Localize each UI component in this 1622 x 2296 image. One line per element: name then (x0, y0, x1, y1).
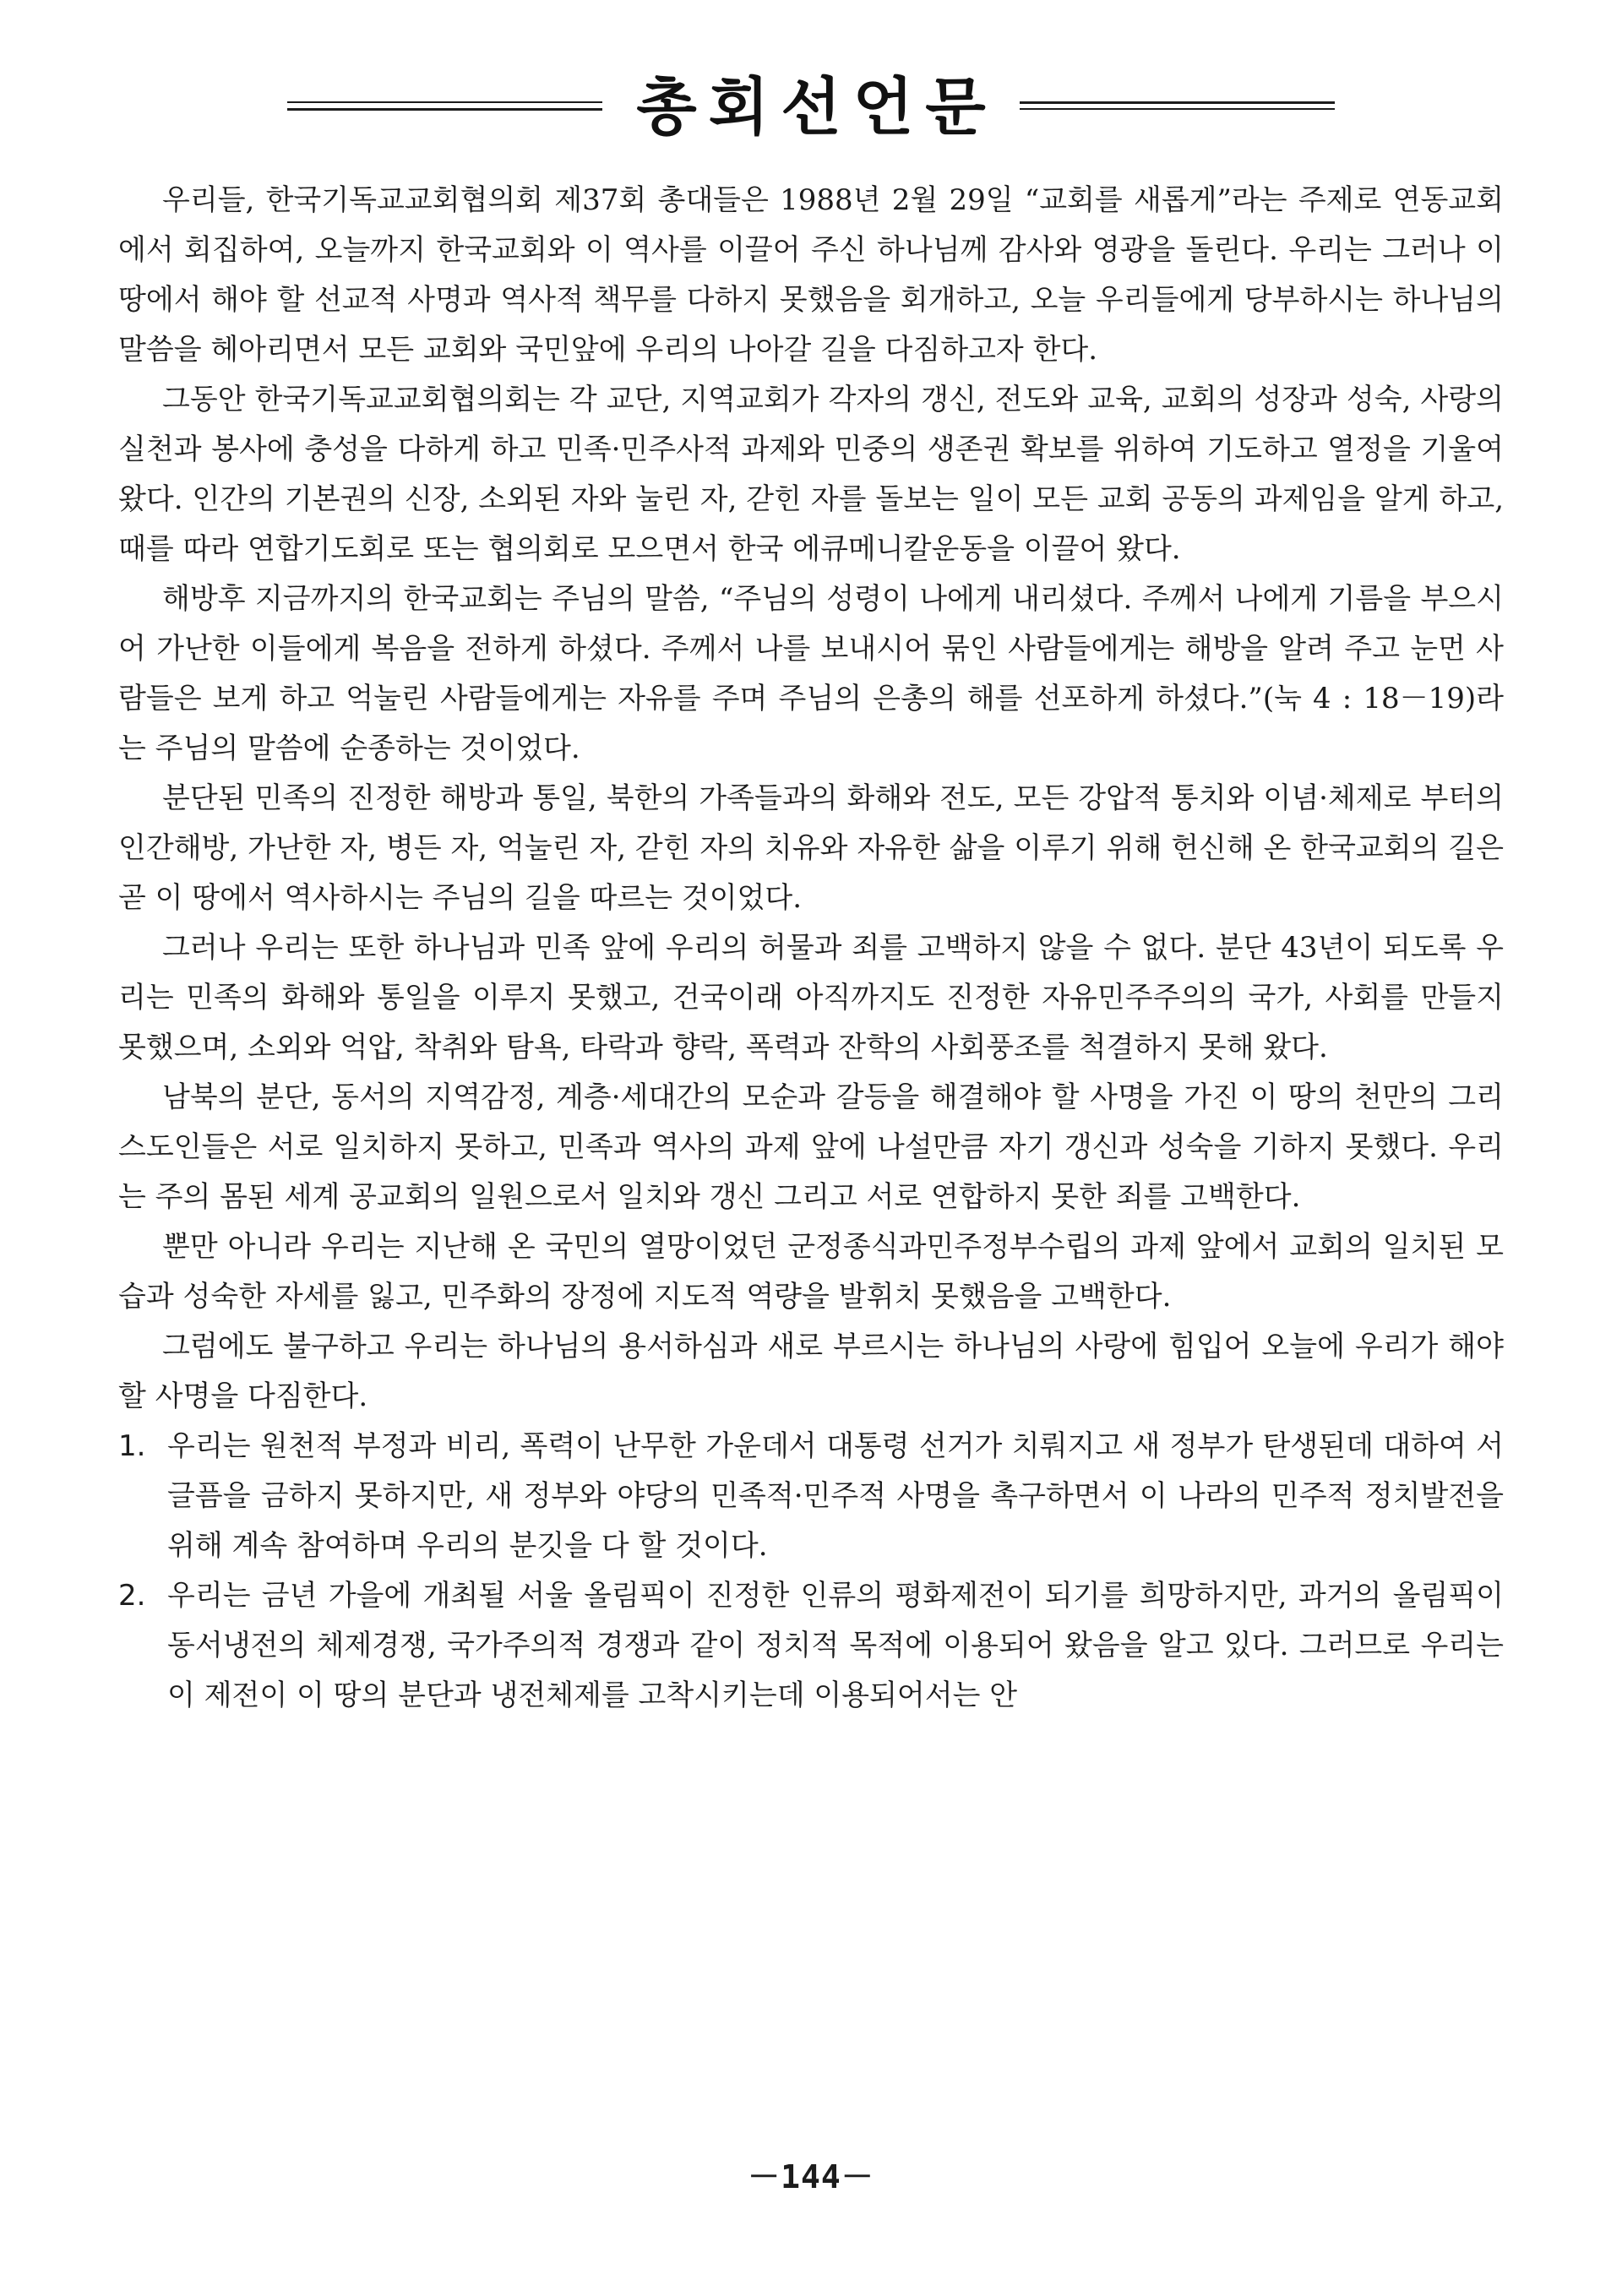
paragraph: 해방후 지금까지의 한국교회는 주님의 말씀, “주님의 성령이 나에게 내리셨다. 주께서 나에게 기름을 부으시어 가난한 이들에게 복음을 전하게 하셨다. 주께서 나를 보내시어 묶인 사람들에게는 해방을 알려 주고 눈먼 사람들은 보게 하고 억눌린 사람들에게는 자유를 주며 주님의 은총의 해를 선포하게 하셨다.”(눅 4 : 18－19)라는 주님의 말씀에 순종하는 것이었다. (118, 582, 1504, 765)
document-body (118, 176, 1504, 1721)
paragraph: 그동안 한국기독교교회협의회는 각 교단, 지역교회가 각자의 갱신, 전도와 교육, 교회의 성장과 성숙, 사랑의 실천과 봉사에 충성을 다하게 하고 민족·민주사적 과제와 민중의 생존권 확보를 위하여 기도하고 열정을 기울여 왔다. 인간의 기본권의 신장, 소외된 자와 눌린 자, 갇힌 자를 돌보는 일이 모든 교회 공동의 과제임을 알게 하고, 때를 따라 연합기도회로 또는 협의회로 모으면서 한국 에큐메니칼운동을 이끌어 왔다. (118, 383, 1504, 566)
title-banner (287, 61, 1335, 154)
paragraph: 분단된 민족의 진정한 해방과 통일, 북한의 가족들과의 화해와 전도, 모든 강압적 통치와 이념·체제로 부터의 인간해방, 가난한 자, 병든 자, 억눌린 자, 갇힌 자의 치유와 자유한 삶을 이루기 위해 헌신해 온 한국교회의 길은 곧 이 땅에서 역사하시는 주님의 길을 따르는 것이었다. (118, 781, 1504, 915)
paragraph: 그럼에도 불구하고 우리는 하나님의 용서하심과 새로 부르시는 하나님의 사랑에 힘입어 오늘에 우리가 해야할 사명을 다짐한다. (118, 1330, 1504, 1413)
title-rule-right (1020, 101, 1335, 114)
page-number: －144－ (748, 2158, 874, 2195)
list-item-text: 우리는 금년 가을에 개최될 서울 올림픽이 진정한 인류의 평화제전이 되기를 희망하지만, 과거의 올림픽이 동서냉전의 체제경쟁, 국가주의적 경쟁과 같이 정치적 목적에 이용되어 왔음을 알고 있다. 그러므로 우리는 이 제전이 이 땅의 분단과 냉전체제를 고착시키는데 이용되어서는 안 (167, 1579, 1504, 1712)
paragraph: 그러나 우리는 또한 하나님과 민족 앞에 우리의 허물과 죄를 고백하지 않을 수 없다. 분단 43년이 되도록 우리는 민족의 화해와 통일을 이루지 못했고, 건국이래 아직까지도 진정한 자유민주주의의 국가, 사회를 만들지 못했으며, 소외와 억압, 착취와 탐욕, 타락과 향락, 폭력과 잔학의 사회풍조를 척결하지 못해 왔다. (118, 931, 1504, 1064)
paragraph: 뿐만 아니라 우리는 지난해 온 국민의 열망이었던 군정종식과민주정부수립의 과제 앞에서 교회의 일치된 모습과 성숙한 자세를 잃고, 민주화의 장정에 지도적 역량을 발휘치 못했음을 고백한다. (118, 1230, 1504, 1314)
list-item (118, 1571, 1504, 1721)
title-rule-left (287, 101, 602, 114)
page-title: 총회선언문 (636, 71, 998, 144)
list-item-number: 1. (118, 1429, 146, 1463)
numbered-list (118, 1422, 1504, 1721)
paragraph: 남북의 분단, 동서의 지역감정, 계층·세대간의 모순과 갈등을 해결해야 할 사명을 가진 이 땅의 천만의 그리스도인들은 서로 일치하지 못하고, 민족과 역사의 과제 앞에 나설만큼 자기 갱신과 성숙을 기하지 못했다. 우리는 주의 몸된 세계 공교회의 일원으로서 일치와 갱신 그리고 서로 연합하지 못한 죄를 고백한다. (118, 1080, 1504, 1214)
paragraph: 우리들, 한국기독교교회협의회 제37회 총대들은 1988년 2월 29일 “교회를 새롭게”라는 주제로 연동교회에서 회집하여, 오늘까지 한국교회와 이 역사를 이끌어 주신 하나님께 감사와 영광을 돌린다. 우리는 그러나 이 땅에서 해야 할 선교적 사명과 역사적 책무를 다하지 못했음을 회개하고, 오늘 우리들에게 당부하시는 하나님의 말씀을 헤아리면서 모든 교회와 국민앞에 우리의 나아갈 길을 다짐하고자 한다. (118, 183, 1504, 367)
list-item-text: 우리는 원천적 부정과 비리, 폭력이 난무한 가운데서 대통령 선거가 치뤄지고 새 정부가 탄생된데 대하여 서글픔을 금하지 못하지만, 새 정부와 야당의 민족적·민주적 사명을 촉구하면서 이 나라의 민주적 정치발전을 위해 계속 참여하며 우리의 분깃을 다 할 것이다. (167, 1429, 1504, 1563)
list-item-number: 2. (118, 1579, 146, 1613)
list-item (118, 1422, 1504, 1571)
